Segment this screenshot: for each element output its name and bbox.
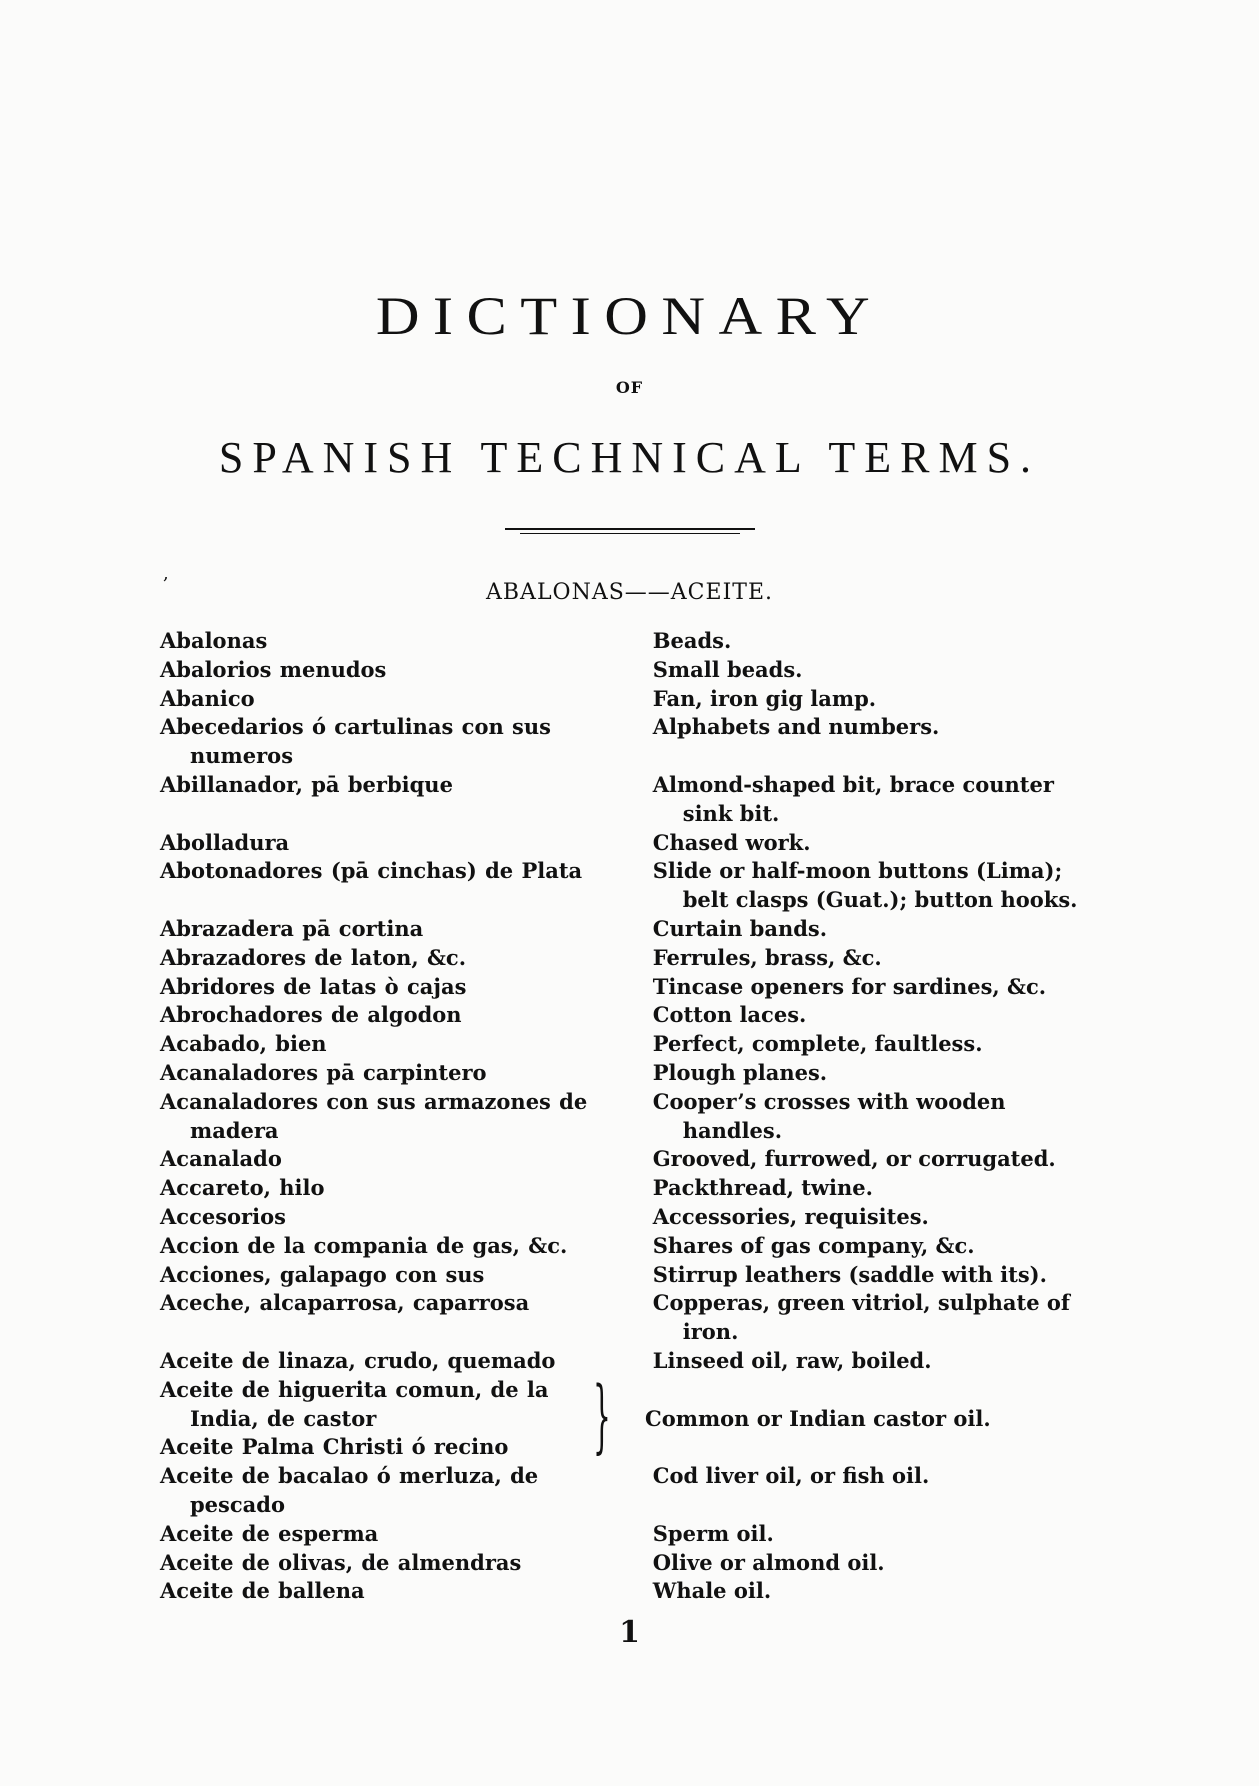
list-item-grouped xyxy=(160,1368,1110,1462)
english-term: Common or Indian castor oil. xyxy=(645,1405,991,1431)
english-term: Small beads. xyxy=(652,656,803,682)
spanish-term: Abotonadores (pā cinchas) de Plata xyxy=(160,858,583,884)
spanish-term: Acanaladores con sus armazones de madera xyxy=(160,1088,588,1143)
list-item xyxy=(160,1088,1110,1146)
spanish-term: Acabado, bien xyxy=(160,1031,327,1057)
spanish-term: Accion de la compania de gas, &c. xyxy=(160,1232,568,1258)
english-term: Chased work. xyxy=(652,829,811,855)
english-term: Accessories, requisites. xyxy=(652,1203,929,1229)
spanish-term: Abrazadera pā cortina xyxy=(160,915,424,941)
english-term: Copperas, green vitriol, sulphate of iron. xyxy=(652,1290,1070,1345)
english-term: Almond-shaped bit, brace counter sink bit. xyxy=(652,771,1054,826)
english-term: Plough planes. xyxy=(652,1059,828,1085)
list-item xyxy=(160,1174,1110,1203)
list-item xyxy=(160,973,1110,1002)
spanish-term: Accareto, hilo xyxy=(160,1175,325,1201)
english-term: Tincase openers for sardines, &c. xyxy=(652,973,1047,999)
page-title: DICTIONARY xyxy=(375,286,884,346)
title-divider xyxy=(505,528,755,530)
english-term: Grooved, furrowed, or corrugated. xyxy=(652,1146,1056,1172)
spanish-term: Abolladura xyxy=(160,829,290,855)
spanish-term: Abridores de latas ò cajas xyxy=(160,973,467,999)
english-term: Ferrules, brass, &c. xyxy=(652,944,882,970)
english-term: Cod liver oil, or fish oil. xyxy=(652,1463,930,1489)
list-item xyxy=(160,685,1110,714)
list-item xyxy=(160,857,1110,915)
list-item xyxy=(160,1232,1110,1261)
brace-icon: } xyxy=(593,1368,611,1462)
title-connector: OF xyxy=(615,378,644,397)
spanish-term: Accesorios xyxy=(160,1203,286,1229)
list-item xyxy=(160,915,1110,944)
spanish-term: Aceite de esperma xyxy=(160,1520,379,1546)
spanish-term-group xyxy=(160,1368,611,1462)
list-item xyxy=(160,1203,1110,1232)
list-item xyxy=(160,713,1110,771)
english-term: Slide or half-moon buttons (Lima); belt clasps (Guat.); button hooks. xyxy=(652,858,1078,913)
spanish-term: Acanalado xyxy=(160,1146,282,1172)
english-term: Shares of gas company, &c. xyxy=(652,1232,975,1258)
english-term: Whale oil. xyxy=(652,1578,772,1604)
list-item xyxy=(160,1059,1110,1088)
english-term: Sperm oil. xyxy=(652,1520,774,1546)
english-term: Linseed oil, raw, boiled. xyxy=(652,1347,932,1373)
spanish-term: Abalonas xyxy=(160,628,268,653)
list-item xyxy=(160,1001,1110,1030)
list-item xyxy=(160,627,1110,656)
english-term: Cotton laces. xyxy=(652,1002,807,1028)
page-number: 1 xyxy=(619,1615,640,1650)
spanish-term: Aceite de olivas, de almendras xyxy=(160,1549,522,1575)
list-item xyxy=(160,1289,1110,1347)
spanish-term: Aceite de ballena xyxy=(160,1578,365,1604)
spanish-term: Aceite de higuerita comun, de la India, de castor xyxy=(160,1376,549,1431)
spanish-term: Acanaladores pā carpintero xyxy=(160,1059,487,1085)
list-item xyxy=(160,1261,1110,1290)
list-item xyxy=(160,1145,1110,1174)
list-item xyxy=(160,1347,1110,1376)
list-item xyxy=(160,656,1110,685)
list-item xyxy=(160,829,1110,858)
list-item xyxy=(160,1030,1110,1059)
english-term: Stirrup leathers (saddle with its). xyxy=(652,1261,1047,1287)
english-term: Fan, iron gig lamp. xyxy=(652,685,877,711)
entry-list xyxy=(160,627,1110,1606)
spanish-term: Abillanador, pā berbique xyxy=(160,771,453,797)
english-term: Olive or almond oil. xyxy=(652,1549,885,1575)
spanish-term: Abecedarios ó cartulinas con sus numeros xyxy=(160,714,551,769)
english-term: Cooper’s crosses with wooden handles. xyxy=(652,1088,1006,1143)
section-heading: ABALONAS——ACEITE. xyxy=(486,580,773,605)
spanish-term: Aceche, alcaparrosa, caparrosa xyxy=(160,1290,530,1316)
spanish-term: Abrazadores de laton, &c. xyxy=(160,944,467,970)
margin-mark: , xyxy=(163,563,169,584)
spanish-term: Aceite de linaza, crudo, quemado xyxy=(160,1347,556,1373)
list-item xyxy=(160,1520,1110,1549)
english-term: Curtain bands. xyxy=(652,915,828,941)
page-subtitle: SPANISH TECHNICAL TERMS. xyxy=(218,433,1041,482)
spanish-term: Abanico xyxy=(160,685,255,711)
list-item xyxy=(160,1462,1110,1520)
english-term: Perfect, complete, faultless. xyxy=(652,1031,983,1057)
spanish-term: Abrochadores de algodon xyxy=(160,1002,462,1028)
english-term: Alphabets and numbers. xyxy=(652,714,940,740)
list-item xyxy=(160,1549,1110,1578)
list-item xyxy=(160,771,1110,829)
list-item xyxy=(160,944,1110,973)
list-item xyxy=(160,1577,1110,1606)
english-term: Beads. xyxy=(652,628,732,653)
spanish-term: Acciones, galapago con sus xyxy=(160,1261,485,1287)
spanish-term: Abalorios menudos xyxy=(160,656,387,682)
spanish-term: Aceite Palma Christi ó recino xyxy=(160,1434,509,1460)
spanish-term: Aceite de bacalao ó merluza, de pescado xyxy=(160,1463,539,1517)
title-divider-thin xyxy=(520,533,740,534)
english-term: Packthread, twine. xyxy=(652,1175,873,1201)
